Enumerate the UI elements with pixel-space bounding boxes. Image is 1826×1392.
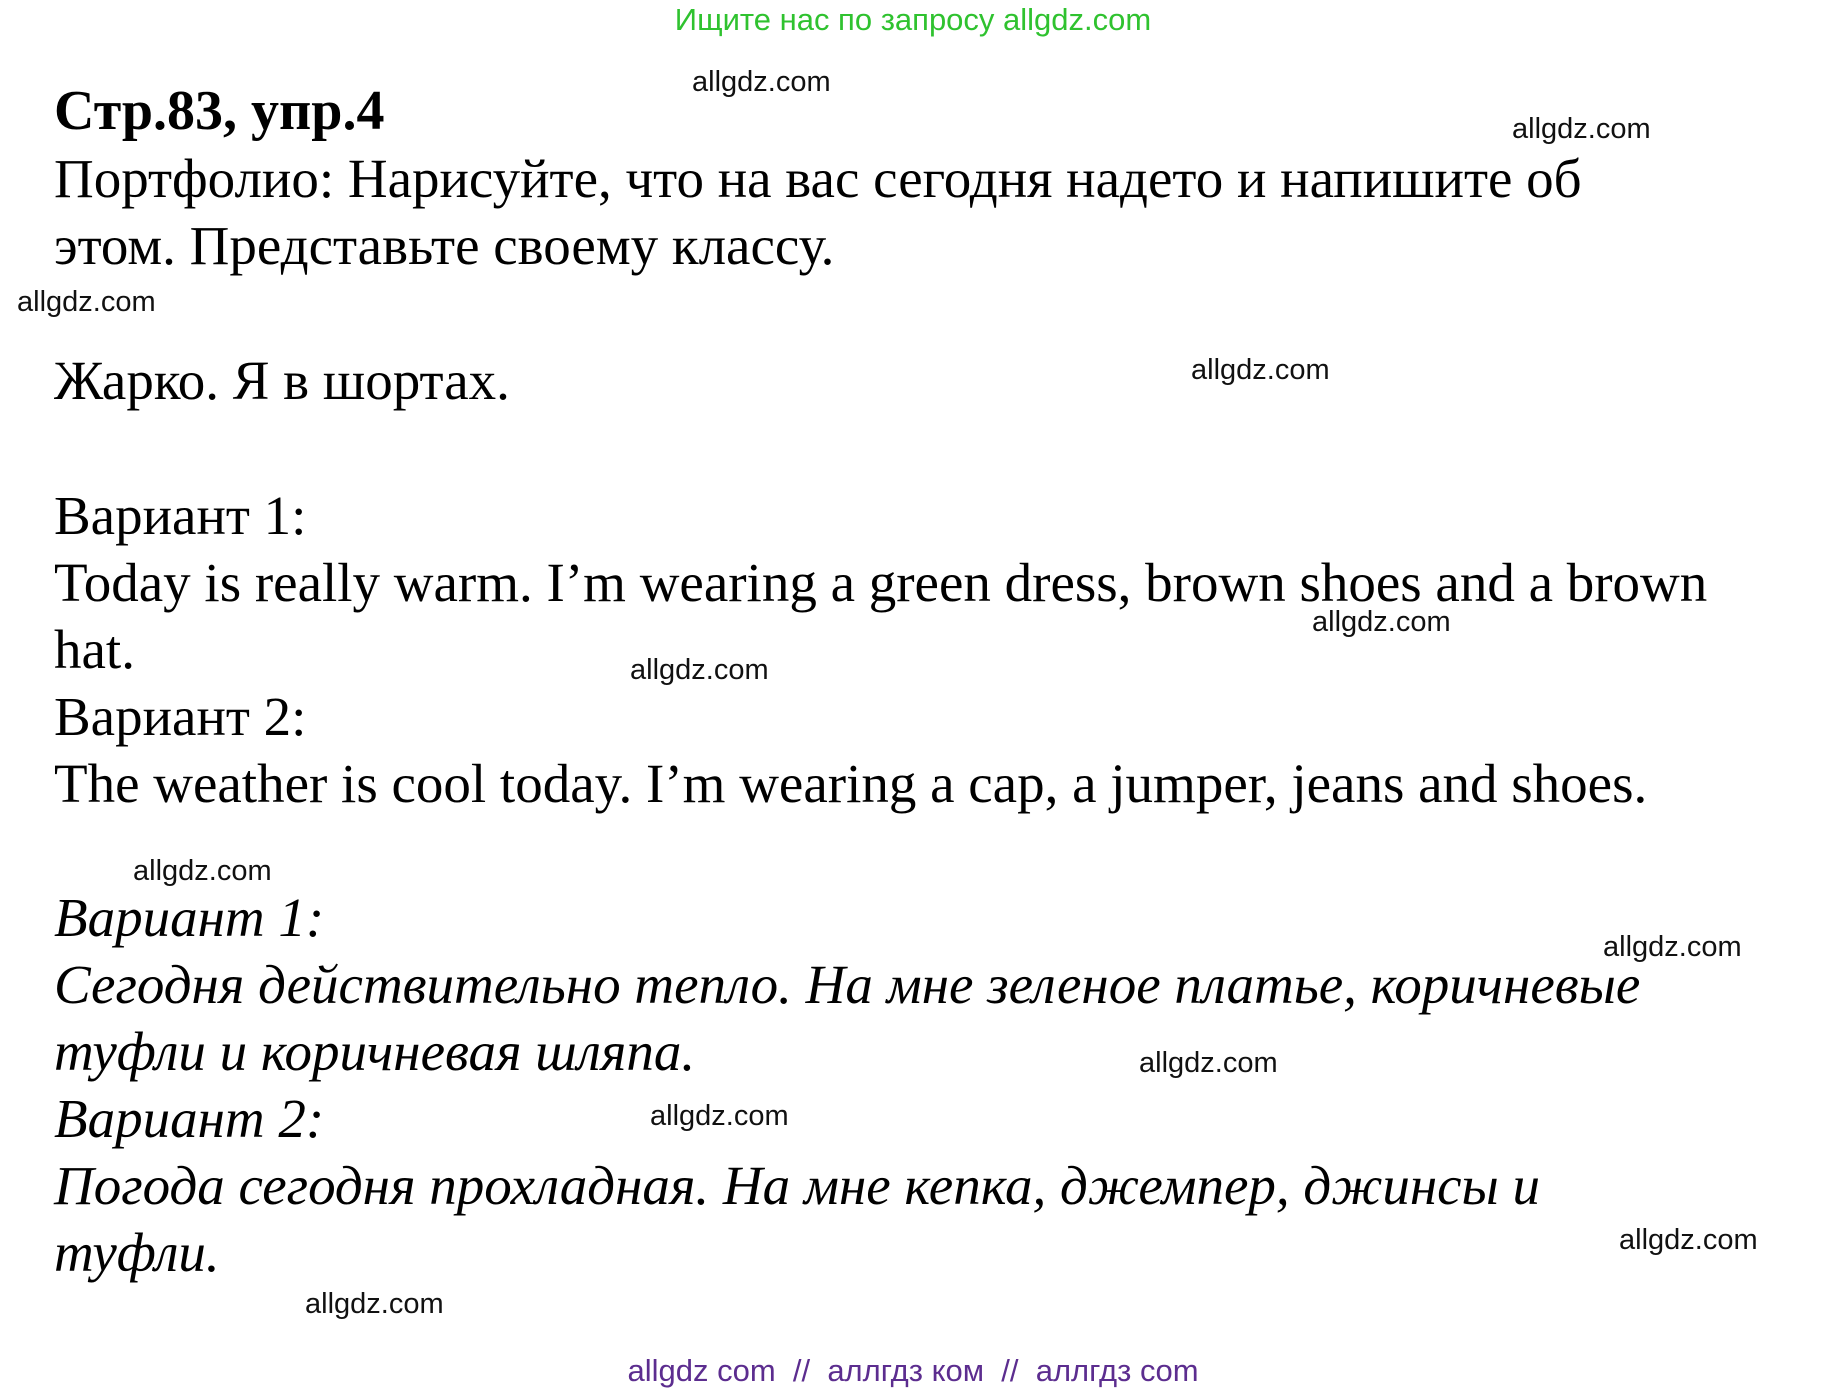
english-variant-1-label: Вариант 1:	[54, 485, 307, 546]
watermark: allgdz.com	[1312, 606, 1451, 638]
watermark: allgdz.com	[133, 855, 272, 887]
watermark: allgdz.com	[1619, 1224, 1758, 1256]
translation-variant-2-label: Вариант 2:	[54, 1088, 325, 1149]
translation-variant-1-label: Вариант 1:	[54, 887, 325, 948]
watermark: allgdz.com	[650, 1100, 789, 1132]
watermark: allgdz.com	[17, 286, 156, 318]
watermark: allgdz.com	[630, 654, 769, 686]
task-line-2: этом. Представьте своему классу.	[54, 215, 835, 276]
intro-line: Жарко. Я в шортах.	[54, 350, 510, 411]
english-variant-1-line-2: hat.	[54, 619, 135, 680]
translation-variant-2-line-1: Погода сегодня прохладная. На мне кепка, джемпер, джинсы и	[54, 1155, 1541, 1216]
page-title: Стр.83, упр.4	[54, 80, 385, 142]
watermark: allgdz.com	[305, 1288, 444, 1320]
translation-variant-1-line-1: Сегодня действительно тепло. На мне зеленое платье, коричневые	[54, 954, 1641, 1015]
translation-variant-2-line-2: туфли.	[54, 1222, 220, 1283]
watermark: allgdz.com	[1139, 1047, 1278, 1079]
english-variant-1-line-1: Today is really warm. I’m wearing a green dress, brown shoes and a brown	[54, 552, 1708, 613]
bottom-banner: allgdz com // аллгдз ком // аллгдз com	[627, 1353, 1199, 1388]
translation-variant-1-line-2: туфли и коричневая шляпа.	[54, 1021, 696, 1082]
english-variant-2-label: Вариант 2:	[54, 686, 307, 747]
top-banner: Ищите нас по запросу allgdz.com	[674, 2, 1152, 37]
task-line-1: Портфолио: Нарисуйте, что на вас сегодня надето и напишите об	[54, 148, 1582, 209]
english-variant-2-line-1: The weather is cool today. I’m wearing a cap, a jumper, jeans and shoes.	[54, 753, 1648, 814]
watermark: allgdz.com	[1191, 354, 1330, 386]
watermark: allgdz.com	[692, 66, 831, 98]
watermark: allgdz.com	[1603, 931, 1742, 963]
watermark: allgdz.com	[1512, 113, 1651, 145]
